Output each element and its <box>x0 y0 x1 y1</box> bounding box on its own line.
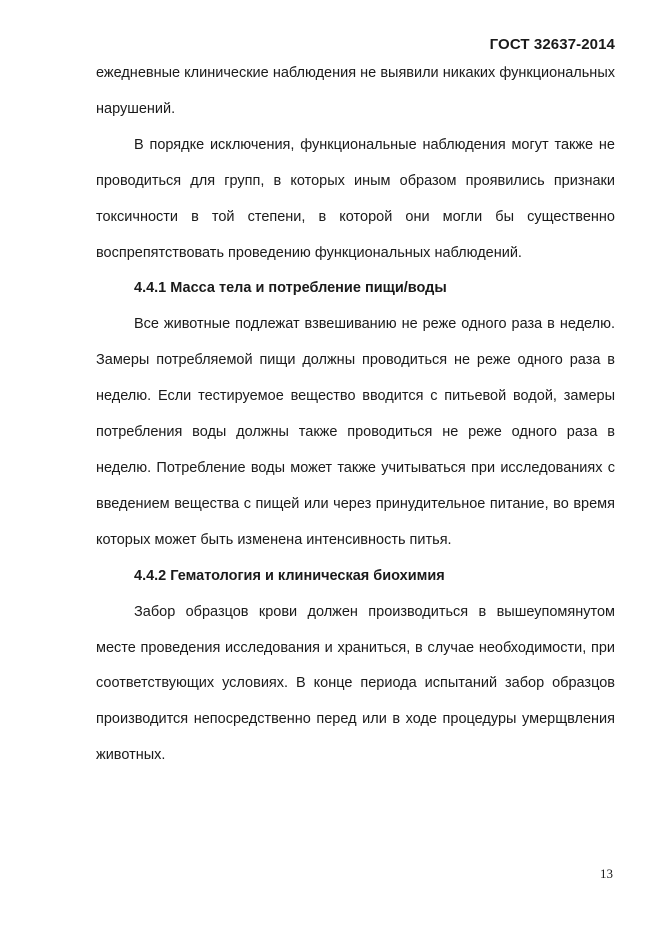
paragraph-continuation: ежедневные клинические наблюдения не выявили никаких функциональных нарушений. <box>96 65 615 117</box>
paragraph-body-weight: Все животные подлежат взвешиванию не реже одного раза в неделю. Замеры потребляемой пищи должны проводиться не реже одного раза в неделю. Если тестируемое вещество вводится с питьевой водой, замеры потребления воды должны также проводиться не реже одного раза в неделю. Потребление воды может также учитываться при исследованиях с введением вещества с пищей или через принудительное питание, во время которых может быть изменена интенсивность питья. <box>96 316 615 548</box>
paragraph-blood-sampling: Забор образцов крови должен производиться в вышеупомянутом месте проведения исследования и храниться, в случае необходимости, при соответствующих условиях. В конце периода испытаний забор образцов производится непосредственно перед или в ходе процедуры умерщвления животных. <box>96 603 615 764</box>
page-number: 13 <box>600 866 613 881</box>
section-heading-4-4-2: 4.4.2 Гематология и клиническая биохимия <box>134 567 445 584</box>
document-body <box>96 56 615 774</box>
standard-header: ГОСТ 32637-2014 <box>489 36 615 53</box>
section-heading-4-4-1: 4.4.1 Масса тела и потребление пищи/воды <box>134 280 447 297</box>
paragraph-exceptions: В порядке исключения, функциональные наблюдения могут также не проводиться для групп, в которых иным образом проявились признаки токсичности в той степени, в которой они могли бы существенно воспрепятствовать проведению функциональных наблюдений. <box>96 136 615 261</box>
